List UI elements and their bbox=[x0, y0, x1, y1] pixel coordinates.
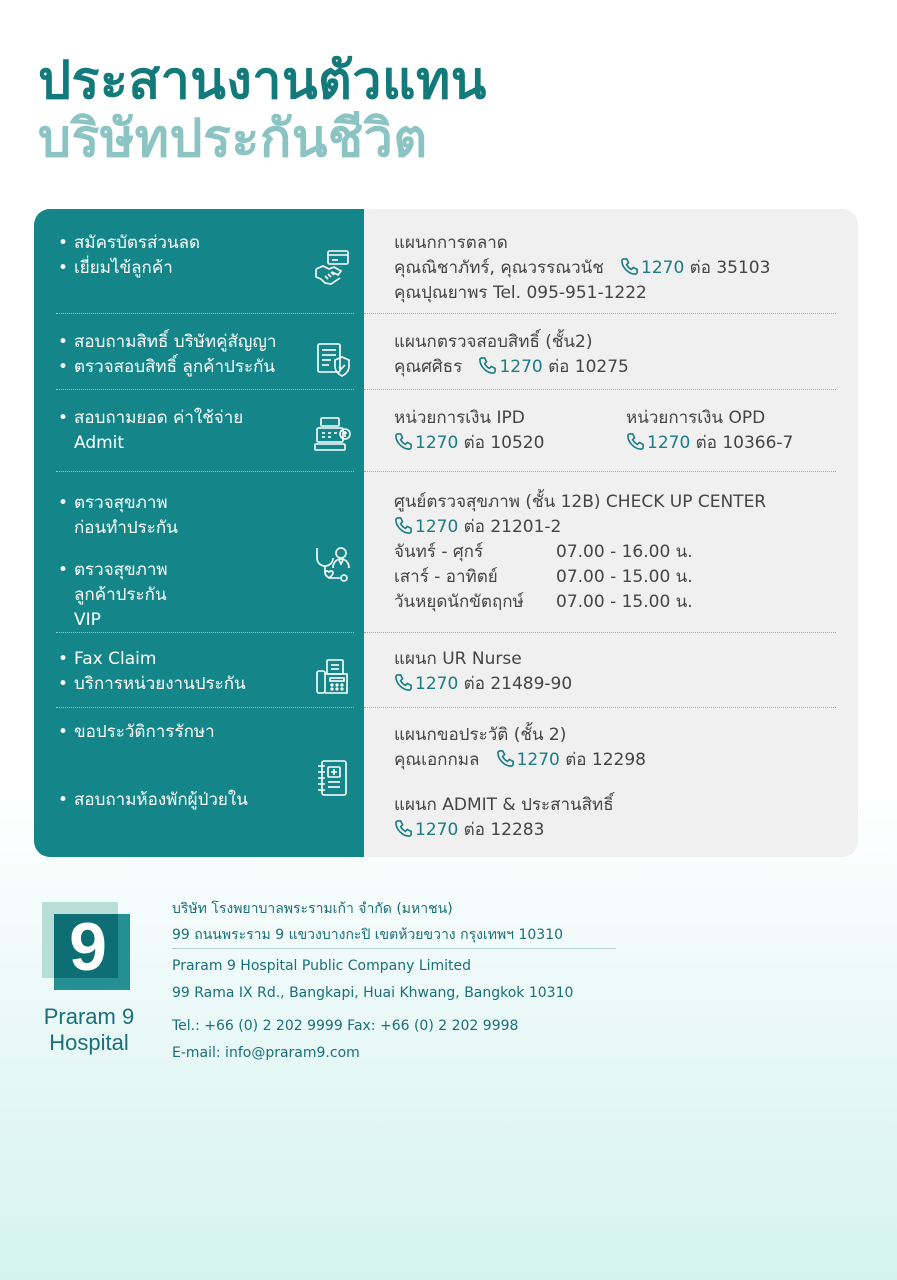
row-rights-check bbox=[34, 314, 858, 386]
phone-icon bbox=[394, 819, 413, 838]
row-ur-nurse bbox=[34, 633, 858, 707]
phone-icon bbox=[394, 673, 413, 692]
company-name-th: บริษัท โรงพยาบาลพระรามเก้า จำกัด (มหาชน) bbox=[172, 901, 453, 917]
ext-number: ต่อ 12298 bbox=[565, 750, 646, 770]
address-th: 99 ถนนพระราม 9 แขวงบางกะปิ เขตห้วยขวาง กรุงเทพฯ 10310 bbox=[172, 927, 564, 943]
logo-mark bbox=[34, 900, 144, 1000]
ext-number: ต่อ 10366-7 bbox=[695, 433, 794, 453]
page-title bbox=[38, 52, 487, 168]
schedule-day: เสาร์ - อาทิตย์ bbox=[394, 567, 498, 587]
logo-name-1: Praram 9 bbox=[43, 1004, 135, 1029]
medical-notebook-icon bbox=[313, 758, 353, 798]
schedule-day: วันหยุดนักขัตฤกษ์ bbox=[394, 592, 524, 612]
ext-prefix[interactable]: 1270 bbox=[415, 820, 459, 840]
contact-line bbox=[394, 431, 544, 456]
row-marketing bbox=[34, 209, 858, 312]
tel-fax: Tel.: +66 (0) 2 202 9999 Fax: +66 (0) 2 202 9998 bbox=[172, 1018, 519, 1034]
schedule-time: 07.00 - 15.00 น. bbox=[556, 567, 693, 587]
row-finance bbox=[34, 390, 858, 470]
email-link[interactable]: E-mail: info@praram9.com bbox=[172, 1045, 360, 1061]
logo-digit: 9 bbox=[69, 909, 107, 985]
dept-name: แผนกขอประวัติ (ชั้น 2) bbox=[394, 725, 567, 745]
ext-prefix[interactable]: 1270 bbox=[415, 674, 459, 694]
handshake-card-icon bbox=[313, 247, 353, 287]
ext-number: ต่อ 21489-90 bbox=[463, 674, 573, 694]
service-item: • ตรวจสอบสิทธิ์ ลูกค้าประกัน bbox=[58, 355, 275, 380]
dept-name: แผนก UR Nurse bbox=[394, 649, 522, 669]
phone-icon bbox=[496, 749, 515, 768]
row-checkup bbox=[34, 472, 858, 632]
contact-line bbox=[394, 672, 572, 697]
ext-prefix[interactable]: 1270 bbox=[516, 750, 560, 770]
phone-icon bbox=[620, 257, 639, 276]
document-shield-icon bbox=[313, 340, 353, 380]
phone-icon bbox=[394, 432, 413, 451]
title-line-2: บริษัทประกันชีวิต bbox=[38, 109, 428, 170]
phone-icon bbox=[478, 356, 497, 375]
schedule-time: 07.00 - 16.00 น. bbox=[556, 542, 693, 562]
ext-number: ต่อ 12283 bbox=[463, 820, 545, 840]
ext-prefix[interactable]: 1270 bbox=[415, 517, 459, 537]
row-records bbox=[34, 708, 858, 857]
service-item: • สอบถามสิทธิ์ บริษัทคู่สัญญา bbox=[58, 330, 276, 355]
service-item: • ตรวจสุขภาพ ลูกค้าประกัน VIP bbox=[58, 558, 198, 633]
contact-line bbox=[394, 818, 544, 843]
dept-name: แผนกตรวจสอบสิทธิ์ (ชั้น2) bbox=[394, 332, 593, 352]
service-item: • ขอประวัติการรักษา bbox=[58, 720, 215, 745]
service-item: • เยี่ยมไข้ลูกค้า bbox=[58, 256, 173, 281]
dept-name-2: แผนก ADMIT & ประสานสิทธิ์ bbox=[394, 795, 614, 815]
contact-line: คุณเอกกมล 1270 ต่อ 12298 bbox=[394, 750, 646, 770]
ext-prefix[interactable]: 1270 bbox=[641, 258, 685, 278]
dept-opd: หน่วยการเงิน OPD bbox=[626, 408, 766, 428]
address-en: 99 Rama IX Rd., Bangkapi, Huai Khwang, Bangkok 10310 bbox=[172, 985, 574, 1001]
cash-register-icon bbox=[313, 414, 353, 454]
phone-icon bbox=[626, 432, 645, 451]
dept-name: แผนกการตลาด bbox=[394, 233, 508, 253]
ext-number: ต่อ 21201-2 bbox=[463, 517, 562, 537]
ext-prefix[interactable]: 1270 bbox=[647, 433, 691, 453]
contact-card bbox=[34, 209, 858, 857]
hospital-logo bbox=[34, 900, 144, 1060]
phone-icon bbox=[394, 516, 413, 535]
service-item: • สอบถามยอด ค่าใช้จ่าย Admit bbox=[58, 406, 258, 456]
contact-line bbox=[394, 515, 561, 540]
title-line-1: ประสานงานตัวแทน bbox=[38, 51, 487, 111]
fax-machine-icon bbox=[313, 657, 353, 697]
contact-line bbox=[626, 431, 793, 456]
contact-line: คุณศศิธร 1270 ต่อ 10275 bbox=[394, 357, 629, 377]
ext-number: ต่อ 10520 bbox=[463, 433, 545, 453]
schedule-day: จันทร์ - ศุกร์ bbox=[394, 542, 484, 562]
stethoscope-doctor-icon bbox=[313, 544, 353, 584]
schedule-time: 07.00 - 15.00 น. bbox=[556, 592, 693, 612]
contact-line: คุณณิชาภัทร์, คุณวรรณวนัช 1270 ต่อ 35103 bbox=[394, 258, 771, 278]
ext-prefix[interactable]: 1270 bbox=[415, 433, 459, 453]
contact-line-2: คุณปุณยาพร Tel. 095-951-1222 bbox=[394, 283, 647, 303]
ext-prefix[interactable]: 1270 bbox=[499, 357, 543, 377]
service-item: • บริการหน่วยงานประกัน bbox=[58, 672, 246, 697]
service-item: • Fax Claim bbox=[58, 647, 156, 672]
ext-number: ต่อ 35103 bbox=[689, 258, 771, 278]
ext-number: ต่อ 10275 bbox=[548, 357, 629, 377]
service-item: • สอบถามห้องพักผู้ป่วยใน bbox=[58, 788, 248, 813]
company-name-en: Praram 9 Hospital Public Company Limited bbox=[172, 958, 472, 974]
dept-ipd: หน่วยการเงิน IPD bbox=[394, 408, 525, 428]
dept-name: ศูนย์ตรวจสุขภาพ (ชั้น 12B) CHECK UP CENTER bbox=[394, 492, 767, 512]
service-item: • ตรวจสุขภาพ ก่อนทำประกัน bbox=[58, 491, 198, 541]
logo-name-2: Hospital bbox=[49, 1030, 129, 1055]
service-item: • สมัครบัตรส่วนลด bbox=[58, 231, 200, 256]
